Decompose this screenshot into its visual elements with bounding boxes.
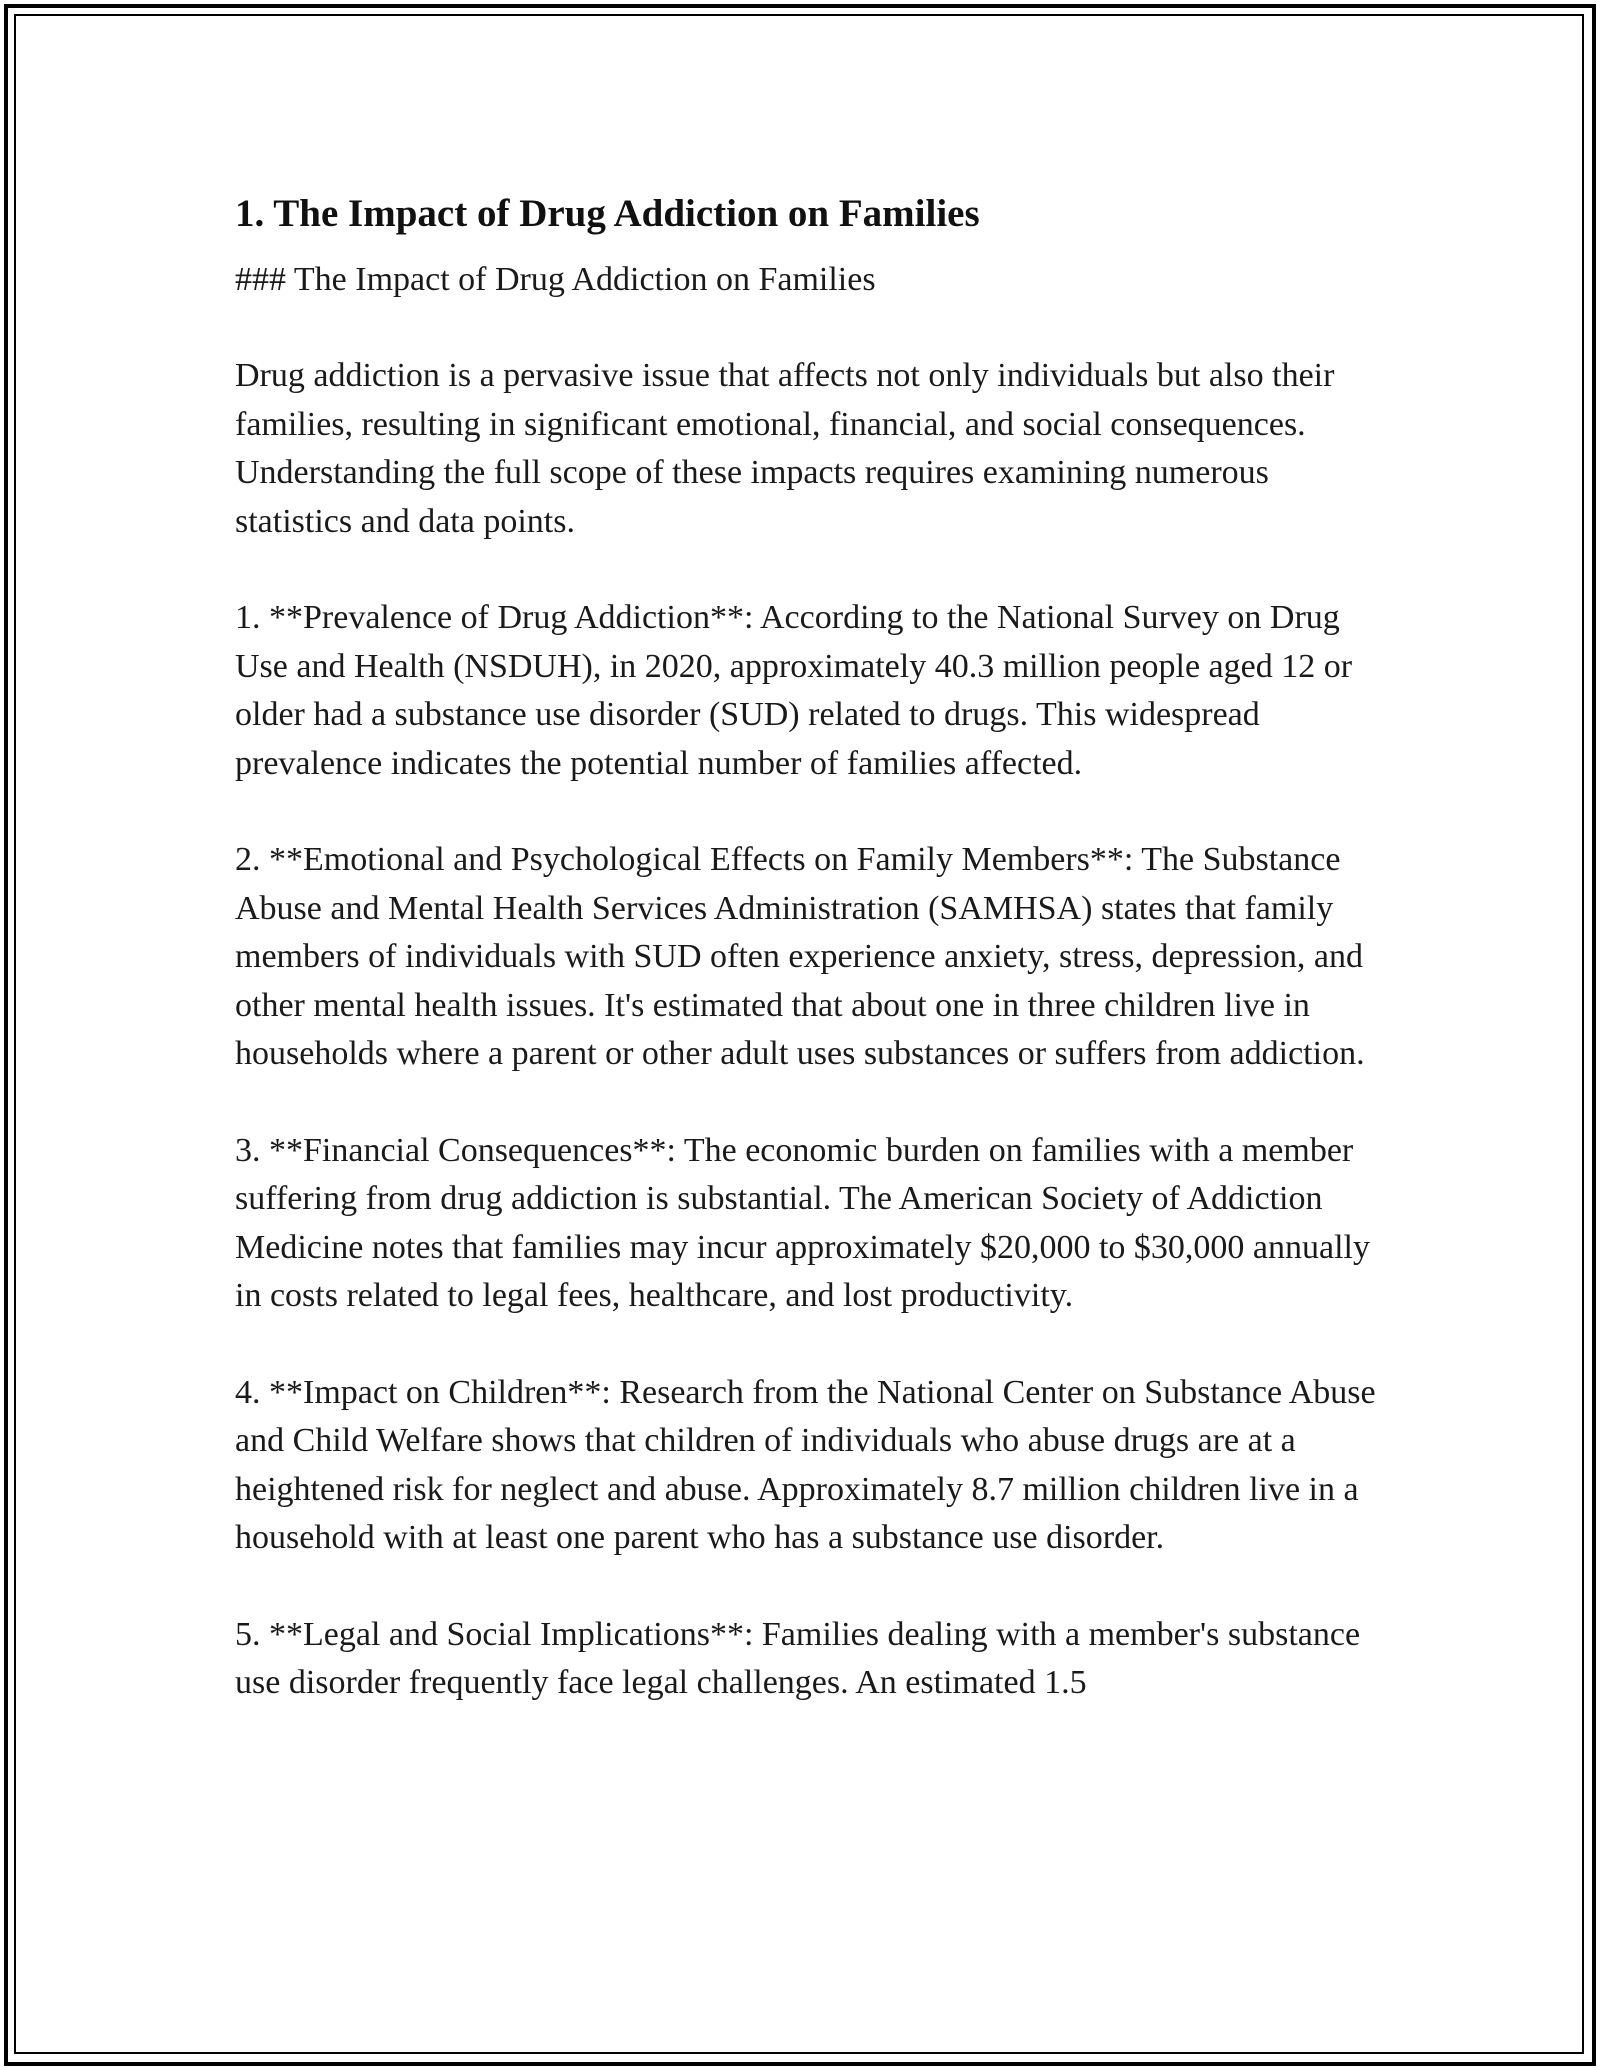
paragraph-impact-on-children: 4. **Impact on Children**: Research from the National Center on Substance Abuse and Child Welfare shows that children of individuals who abuse drugs are at a heightened risk for neglect and abuse. Approximately 8.7 million children live in a household with at least one parent who has a substance use disorder. (235, 1373, 1376, 1556)
intro-paragraph: Drug addiction is a pervasive issue that affects not only individuals but also their families, resulting in significant emotional, financial, and social consequences. Understanding the full scope of these impacts requires examining numerous statistics and data points. (235, 357, 1335, 540)
markdown-subheading: ### The Impact of Drug Addiction on Families (235, 261, 876, 298)
paragraph-emotional-effects: 2. **Emotional and Psychological Effects on Family Members**: The Substance Abuse and Mental Health Services Administration (SAMHSA) states that family members of individuals with SUD often experience anxiety, stress, depression, and other mental health issues. It's estimated that about one in three children live in households where a parent or other adult uses substances or suffers from addiction. (235, 841, 1365, 1072)
paragraph-legal-social: 5. **Legal and Social Implications**: Families dealing with a member's substance use disorder frequently face legal challenges. An estimated 1.5 (235, 1615, 1361, 1701)
paragraph-financial-consequences: 3. **Financial Consequences**: The economic burden on families with a member suffering from drug addiction is substantial. The American Society of Addiction Medicine notes that families may incur approximately $20,000 to $30,000 annually in costs related to legal fees, healthcare, and lost productivity. (235, 1131, 1370, 1314)
document-body (235, 186, 1385, 1756)
page-title: 1. The Impact of Drug Addiction on Families (235, 192, 980, 235)
paragraph-prevalence: 1. **Prevalence of Drug Addiction**: According to the National Survey on Drug Use and Health (NSDUH), in 2020, approximately 40.3 million people aged 12 or older had a substance use disorder (SUD) related to drugs. This widespread prevalence indicates the potential number of families affected. (235, 599, 1353, 782)
